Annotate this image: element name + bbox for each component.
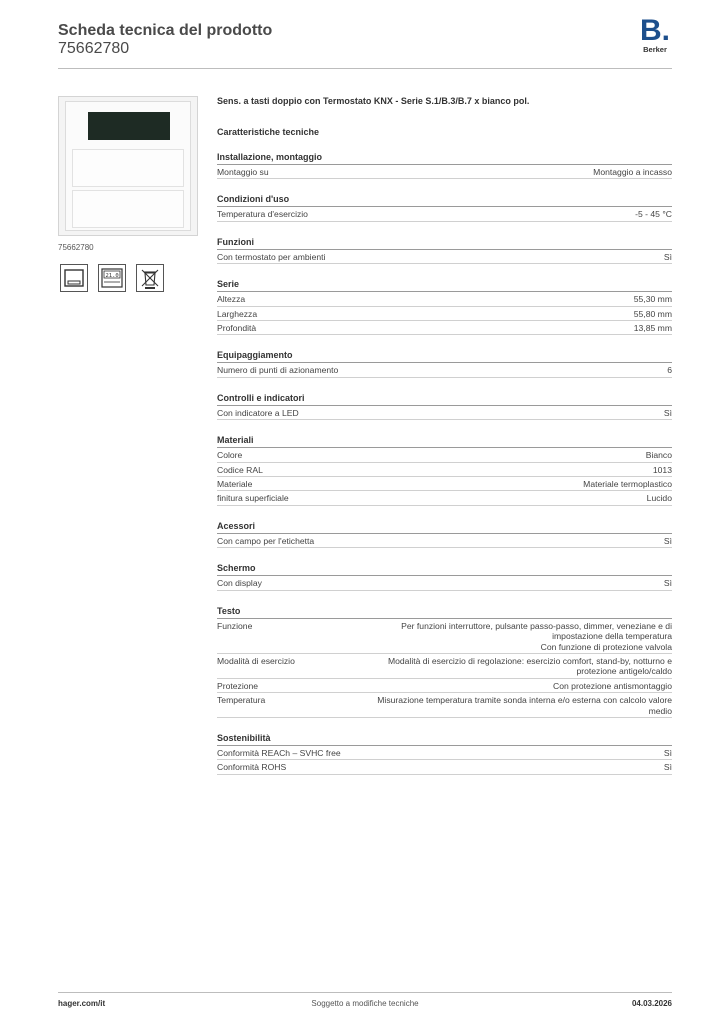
- footer-note: Soggetto a modifiche tecniche: [311, 999, 419, 1008]
- device-plate: [65, 101, 191, 231]
- section-title: Installazione, montaggio: [217, 152, 672, 165]
- spec-content: [217, 96, 672, 775]
- spec-value: [634, 309, 672, 319]
- spec-value-text: Bianco: [645, 450, 672, 461]
- spec-row: [217, 491, 672, 505]
- page-header: [58, 14, 672, 69]
- spec-section: [217, 194, 672, 221]
- spec-section: [217, 279, 672, 335]
- spec-row: [217, 207, 672, 221]
- spec-value: [664, 762, 672, 772]
- spec-label: Colore: [217, 450, 243, 461]
- spec-label: finitura superficiale: [217, 493, 289, 504]
- tech-heading: Caratteristiche tecniche: [217, 127, 320, 137]
- display-device-icon: [60, 264, 88, 292]
- spec-value: [664, 408, 672, 418]
- spec-sections: [217, 152, 672, 775]
- spec-row: [217, 292, 672, 306]
- spec-value: [634, 323, 672, 333]
- spec-value-text: Modalità di esercizio di regolazione: esercizio comfort, stand-by, notturno e protezione antigelo/caldo: [387, 655, 672, 677]
- page-footer: [58, 992, 672, 1008]
- section-title: Materiali: [217, 435, 672, 448]
- spec-row: [217, 693, 672, 718]
- spec-section: [217, 393, 672, 420]
- spec-value-extra: Con funzione di protezione valvola: [540, 641, 672, 652]
- product-description: Sens. a tasti doppio con Termostato KNX - Serie S.1/B.3/B.7 x bianco pol.: [217, 96, 530, 106]
- spec-label: Larghezza: [217, 308, 258, 319]
- spec-value-text: Montaggio a incasso: [593, 167, 672, 177]
- spec-row: [217, 654, 672, 679]
- spec-value-text: Materiale termoplastico: [583, 479, 672, 490]
- section-title: Equipaggiamento: [217, 350, 672, 363]
- spec-section: [217, 435, 672, 506]
- section-title: Condizioni d'uso: [217, 194, 672, 207]
- spec-value: [352, 656, 672, 677]
- spec-label: Funzione: [217, 620, 253, 631]
- spec-value-text: 55,30 mm: [633, 294, 672, 305]
- spec-section: [217, 152, 672, 179]
- spec-row: [217, 406, 672, 420]
- spec-section: [217, 521, 672, 548]
- spec-row: [217, 746, 672, 760]
- spec-value: [352, 695, 672, 716]
- section-title: Serie: [217, 279, 672, 292]
- spec-row: [217, 463, 672, 477]
- spec-value-text: 55,80 mm: [633, 308, 672, 319]
- spec-value: [664, 536, 672, 546]
- spec-row: [217, 534, 672, 548]
- spec-label: Conformità REACh – SVHC free: [217, 747, 341, 758]
- spec-value: [553, 681, 672, 691]
- section-title: Controlli e indicatori: [217, 393, 672, 406]
- spec-row: [217, 165, 672, 179]
- spec-value-text: -5 - 45 °C: [635, 209, 672, 220]
- spec-value: [593, 167, 672, 177]
- thermostat-icon-text: 21.0: [105, 273, 119, 279]
- spec-value: [634, 294, 672, 304]
- spec-label: Con termostato per ambienti: [217, 251, 326, 262]
- spec-label: Numero di punti di azionamento: [217, 365, 339, 376]
- spec-value-text: 13,85 mm: [633, 323, 672, 334]
- spec-value-text: Sì: [663, 747, 672, 758]
- product-image: [58, 96, 198, 236]
- section-title: Sostenibilità: [217, 733, 672, 746]
- spec-value: [646, 450, 672, 460]
- spec-label: Temperatura: [217, 695, 266, 706]
- spec-section: [217, 733, 672, 775]
- spec-value: [653, 465, 672, 475]
- spec-row: [217, 576, 672, 590]
- spec-value-text: Sì: [663, 407, 672, 418]
- spec-label: Con display: [217, 578, 262, 589]
- spec-label: Modalità di esercizio: [217, 655, 295, 666]
- footer-website: hager.com/it: [58, 999, 106, 1008]
- spec-value: [352, 621, 672, 652]
- spec-row: [217, 760, 672, 774]
- spec-value-text: 6: [667, 365, 672, 376]
- weee-bin-icon: [136, 264, 164, 292]
- spec-section: [217, 350, 672, 377]
- section-title: Schermo: [217, 563, 672, 576]
- logo-text: Berker: [643, 45, 667, 54]
- spec-value-text: Lucido: [646, 493, 672, 504]
- brand-logo: [638, 16, 672, 54]
- spec-label: Profondità: [217, 323, 257, 334]
- footer-date: 04.03.2026: [631, 999, 672, 1008]
- spec-label: Con campo per l'etichetta: [217, 535, 315, 546]
- spec-value-text: Per funzioni interruttore, pulsante passo-passo, dimmer, veneziane e di impostazione della temperatura: [401, 620, 672, 642]
- spec-label: Con indicatore a LED: [217, 407, 299, 418]
- section-title: Testo: [217, 606, 672, 619]
- device-display: [88, 112, 170, 140]
- spec-row: [217, 321, 672, 335]
- image-product-code: 75662780: [58, 243, 94, 252]
- spec-row: [217, 619, 672, 654]
- spec-row: [217, 448, 672, 462]
- spec-value: [667, 365, 672, 375]
- rocker-bottom: [72, 190, 184, 228]
- logo-letter: B.: [640, 14, 670, 47]
- spec-label: Protezione: [217, 680, 259, 691]
- spec-label: Codice RAL: [217, 464, 263, 475]
- section-title: Acessori: [217, 521, 672, 534]
- spec-label: Temperatura d'esercizio: [217, 209, 308, 220]
- spec-label: Montaggio su: [217, 167, 269, 177]
- spec-value: [635, 209, 672, 219]
- spec-section: [217, 606, 672, 718]
- spec-value: [647, 493, 672, 503]
- spec-value-text: Sì: [663, 251, 672, 262]
- spec-value: [664, 252, 672, 262]
- spec-value-text: Sì: [663, 762, 672, 773]
- spec-value-text: Sì: [663, 535, 672, 546]
- spec-row: [217, 477, 672, 491]
- spec-value-text: 1013: [652, 464, 672, 475]
- spec-label: Materiale: [217, 479, 253, 490]
- spec-row: [217, 363, 672, 377]
- spec-section: [217, 563, 672, 590]
- spec-label: Conformità ROHS: [217, 762, 287, 773]
- spec-row: [217, 679, 672, 693]
- section-title: Funzioni: [217, 237, 672, 250]
- spec-value: [664, 578, 672, 588]
- spec-value: [583, 479, 672, 489]
- spec-value-text: Misurazione temperatura tramite sonda interna e/o esterna con calcolo valore medio: [377, 695, 672, 716]
- spec-row: [217, 307, 672, 321]
- rocker-top: [72, 149, 184, 187]
- spec-section: [217, 237, 672, 264]
- spec-value-text: Con protezione antismontaggio: [553, 680, 672, 691]
- spec-row: [217, 250, 672, 264]
- spec-value: [664, 748, 672, 758]
- product-code: 75662780: [58, 40, 130, 57]
- spec-value-text: Sì: [663, 578, 672, 589]
- thermostat-display-icon: [98, 264, 126, 292]
- spec-label: Altezza: [217, 294, 246, 305]
- page-title: Scheda tecnica del prodotto: [58, 22, 273, 39]
